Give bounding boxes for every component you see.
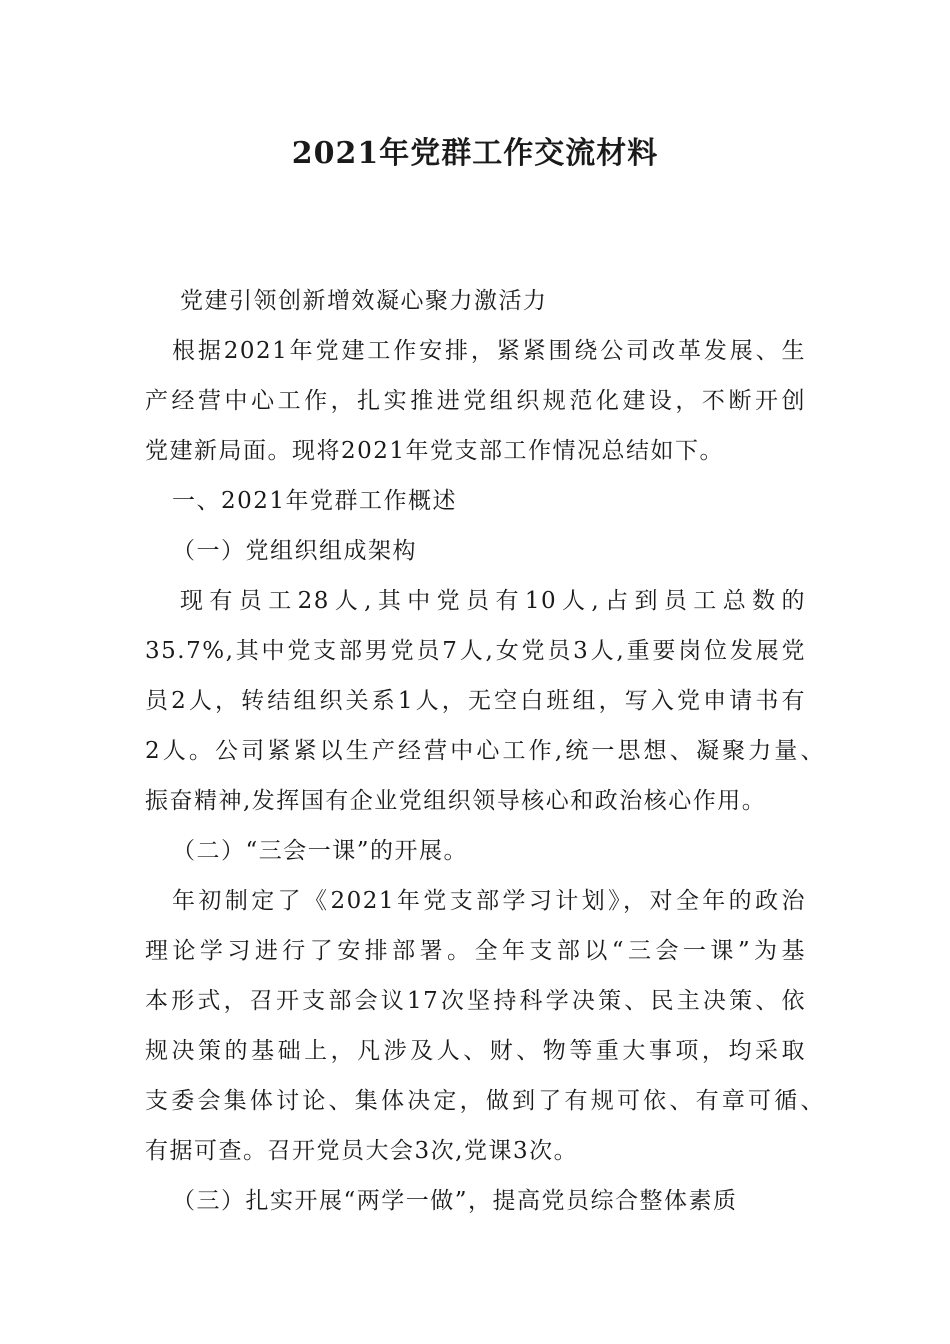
subtitle-line: 党建引领创新增效凝心聚力激活力 (180, 288, 548, 314)
paragraph-line: 现有员工28人,其中党员有10人,占到员工总数的 (180, 588, 806, 614)
paragraph-line: 本形式，召开支部会议17次坚持科学决策、民主决策、依 (145, 988, 806, 1014)
paragraph-line: 振奋精神,发挥国有企业党组织领导核心和政治核心作用。 (145, 788, 767, 814)
section-heading: 一、2021年党群工作概述 (172, 488, 458, 514)
subsection-heading: （三）扎实开展“两学一做”，提高党员综合整体素质 (172, 1188, 738, 1214)
paragraph-line: 2人。公司紧紧以生产经营中心工作,统一思想、凝聚力量、 (145, 738, 825, 764)
paragraph-line: 理论学习进行了安排部署。全年支部以“三会一课”为基 (145, 938, 806, 964)
document-title: 2021年党群工作交流材料 (291, 136, 659, 171)
subsection-heading: （一）党组织组成架构 (172, 538, 417, 564)
paragraph-line: 规决策的基础上，凡涉及人、财、物等重大事项，均采取 (145, 1038, 806, 1064)
paragraph-line: 党建新局面。现将2021年党支部工作情况总结如下。 (145, 438, 725, 464)
paragraph-line: 员2人，转结组织关系1人，无空白班组，写入党申请书有 (145, 688, 806, 714)
paragraph-line: 35.7%,其中党支部男党员7人,女党员3人,重要岗位发展党 (145, 638, 806, 664)
paragraph-line: 产经营中心工作，扎实推进党组织规范化建设，不断开创 (145, 388, 806, 414)
subsection-heading: （二）“三会一课”的开展。 (172, 838, 469, 864)
paragraph-line: 支委会集体讨论、集体决定，做到了有规可依、有章可循、 (145, 1088, 825, 1114)
paragraph-line: 有据可查。召开党员大会3次,党课3次。 (145, 1138, 579, 1164)
paragraph-line: 根据2021年党建工作安排，紧紧围绕公司改革发展、生 (172, 338, 806, 364)
paragraph-line: 年初制定了《2021年党支部学习计划》，对全年的政治 (172, 888, 806, 914)
